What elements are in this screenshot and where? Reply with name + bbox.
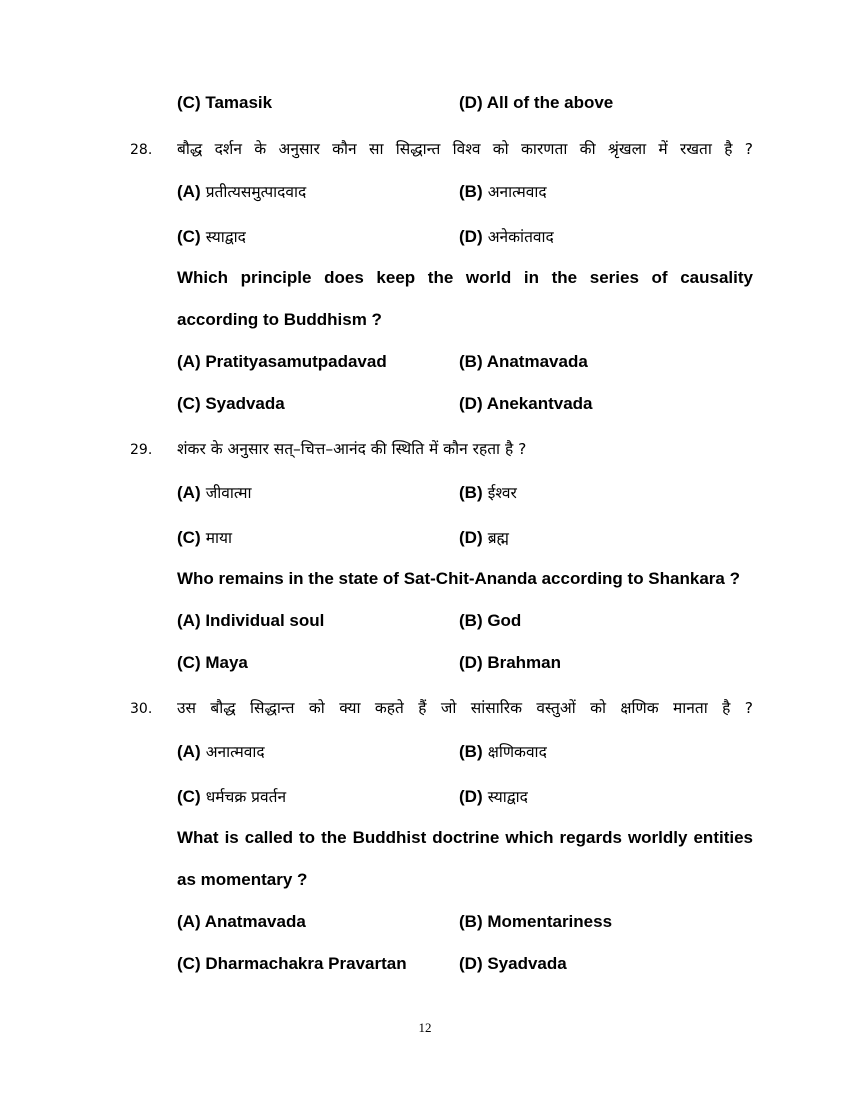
q29-hindi-options-row-cd (0, 523, 850, 553)
q29-english-question-line1 (0, 566, 850, 596)
q28-english-question-text1: Which principle does keep the world in the series of causality (177, 268, 753, 287)
q28-hindi-question: बौद्ध दर्शन के अनुसार कौन सा सिद्धान्त विश्व को कारणता की श्रृंखला में रखता है ? (177, 140, 753, 158)
q30-english-question-text1: What is called to the Buddhist doctrine which regards worldly entities (177, 828, 753, 847)
q28-options-row-ab (0, 349, 850, 379)
q27-option-d: (D) All of the above (459, 93, 614, 112)
q30-english-question-line2 (0, 867, 850, 897)
q30-english-question-line1 (0, 825, 850, 855)
q30-number: 30. (130, 701, 153, 717)
q28-option-d: (D) Anekantvada (459, 394, 593, 413)
q28-hindi-option-c: (C) स्याद्वाद (177, 227, 246, 246)
q28-hindi-options-row-cd (0, 222, 850, 252)
q30-options-row-ab (0, 909, 850, 939)
q30-option-a: (A) Anatmavada (177, 912, 306, 931)
q27-option-c: (C) Tamasik (177, 93, 273, 112)
q28-hindi-options-row-ab (0, 177, 850, 207)
q30-hindi-options-row-ab (0, 737, 850, 767)
q29-hindi-options-row-ab (0, 478, 850, 508)
q28-option-b: (B) Anatmavada (459, 352, 588, 371)
q30-options-row-cd (0, 951, 850, 981)
q30-english-question-text2: as momentary ? (177, 870, 308, 889)
q30-option-c: (C) Dharmachakra Pravartan (177, 954, 407, 973)
page-number: 12 (418, 1020, 432, 1035)
q28-hindi-question-row (0, 134, 850, 164)
q27-options-row-cd (0, 90, 850, 120)
q28-option-a: (A) Pratityasamutpadavad (177, 352, 387, 371)
q30-hindi-question-row (0, 693, 850, 723)
q30-hindi-option-c: (C) धर्मचक्र प्रवर्तन (177, 787, 287, 806)
q28-number: 28. (130, 142, 153, 158)
q29-options-row-cd (0, 650, 850, 680)
q30-hindi-option-d: (D) स्याद्वाद (459, 787, 528, 806)
q29-option-b: (B) God (459, 611, 522, 630)
q29-hindi-option-a: (A) जीवात्मा (177, 483, 252, 502)
q28-hindi-option-a: (A) प्रतीत्यसमुत्पादवाद (177, 182, 307, 201)
q29-number: 29. (130, 442, 153, 458)
q28-option-c: (C) Syadvada (177, 394, 285, 413)
q28-english-question-line1 (0, 265, 850, 295)
q29-hindi-question: शंकर के अनुसार सत्–चित्त–आनंद की स्थिति में कौन रहता है ? (177, 440, 527, 458)
q30-hindi-option-a: (A) अनात्मवाद (177, 742, 265, 761)
q30-option-b: (B) Momentariness (459, 912, 613, 931)
q28-hindi-option-b: (B) अनात्मवाद (459, 182, 547, 201)
q28-english-question-line2 (0, 307, 850, 337)
q29-english-question-text1: Who remains in the state of Sat-Chit-Ananda according to Shankara ? (177, 569, 740, 588)
q29-hindi-option-d: (D) ब्रह्म (459, 528, 509, 547)
q30-option-d: (D) Syadvada (459, 954, 567, 973)
q29-options-row-ab (0, 608, 850, 638)
q29-hindi-question-row (0, 434, 850, 464)
q28-hindi-option-d: (D) अनेकांतवाद (459, 227, 554, 246)
q29-option-d: (D) Brahman (459, 653, 562, 672)
q28-english-question-text2: according to Buddhism ? (177, 310, 382, 329)
q29-hindi-option-c: (C) माया (177, 528, 232, 547)
q28-options-row-cd (0, 391, 850, 421)
q30-hindi-option-b: (B) क्षणिकवाद (459, 742, 547, 761)
q30-hindi-options-row-cd (0, 782, 850, 812)
q29-option-a: (A) Individual soul (177, 611, 325, 630)
q30-hindi-question: उस बौद्ध सिद्धान्त को क्या कहते हैं जो सांसारिक वस्तुओं को क्षणिक मानता है ? (177, 699, 753, 717)
q29-hindi-option-b: (B) ईश्वर (459, 483, 517, 502)
q29-option-c: (C) Maya (177, 653, 248, 672)
